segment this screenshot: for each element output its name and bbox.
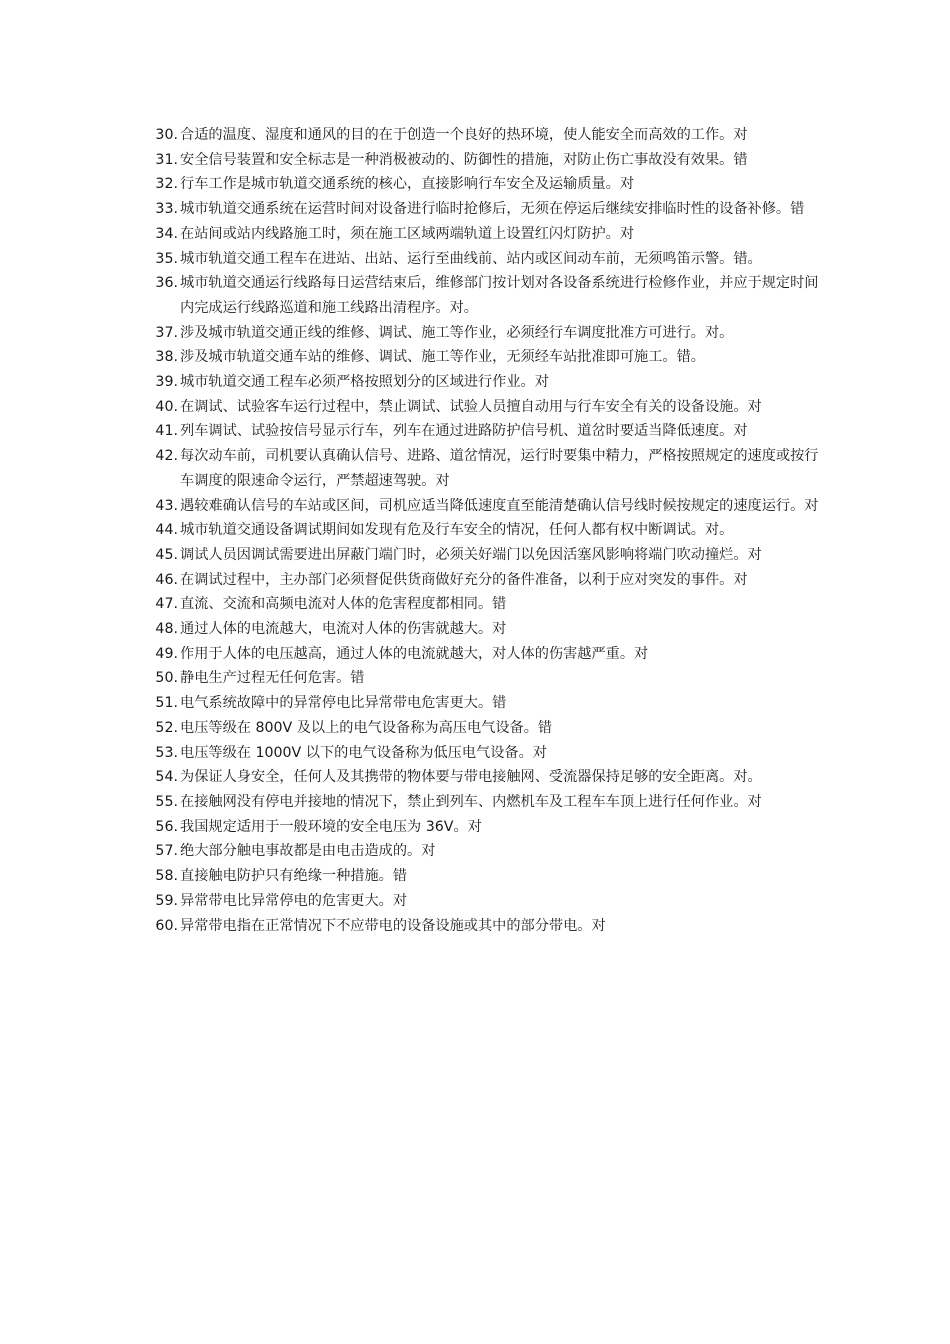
question-text: 城市轨道交通工程车必须严格按照划分的区域进行作业。对 xyxy=(180,374,549,391)
list-item xyxy=(140,617,830,642)
question-text: 电压等级在 800V 及以上的电气设备称为高压电气设备。错 xyxy=(180,719,553,736)
question-text: 城市轨道交通运行线路每日运营结束后，维修部门按计划对各设备系统进行检修作业，并应于规定时间内完成运行线路巡道和施工线路出清程序。对。 xyxy=(180,275,819,316)
question-text: 行车工作是城市轨道交通系统的核心，直接影响行车安全及运输质量。对 xyxy=(180,176,635,193)
list-item xyxy=(140,370,830,395)
question-text: 直接触电防护只有绝缘一种措施。错 xyxy=(180,868,408,885)
question-text: 涉及城市轨道交通正线的维修、调试、施工等作业，必须经行车调度批准方可进行。对。 xyxy=(180,324,734,341)
question-text: 电压等级在 1000V 以下的电气设备称为低压电气设备。对 xyxy=(180,744,547,761)
question-text: 每次动车前，司机要认真确认信号、进路、道岔情况，运行时要集中精力，严格按照规定的速度或按行车调度的限速命令运行，严禁超速驾驶。对 xyxy=(180,448,819,489)
list-item xyxy=(140,518,830,543)
list-item xyxy=(140,790,830,815)
question-text: 为保证人身安全，任何人及其携带的物体要与带电接触网、受流器保持足够的安全距离。对。 xyxy=(180,769,762,786)
question-text: 城市轨道交通设备调试期间如发现有危及行车安全的情况，任何人都有权中断调试。对。 xyxy=(180,522,734,539)
question-number: 51. xyxy=(155,695,178,712)
question-number: 47. xyxy=(155,596,178,613)
question-number: 41. xyxy=(155,423,178,440)
list-item xyxy=(140,494,830,519)
question-number: 43. xyxy=(155,497,178,514)
list-item xyxy=(140,592,830,617)
question-number: 38. xyxy=(155,349,178,366)
list-item xyxy=(140,568,830,593)
question-text: 静电生产过程无任何危害。错 xyxy=(180,670,365,687)
question-number: 30. xyxy=(155,127,178,143)
list-item xyxy=(140,345,830,370)
question-text: 调试人员因调试需要进出屏蔽门端门时，必须关好端门以免因活塞风影响将端门吹动撞烂。对 xyxy=(180,546,762,563)
question-number: 58. xyxy=(155,868,178,885)
list-item xyxy=(140,765,830,790)
list-item xyxy=(140,889,830,914)
question-number: 56. xyxy=(155,818,178,835)
list-item xyxy=(140,666,830,691)
question-text: 在站间或站内线路施工时，须在施工区域两端轨道上设置红闪灯防护。对 xyxy=(180,225,635,242)
question-text: 在接触网没有停电并接地的情况下，禁止到列车、内燃机车及工程车车顶上进行任何作业。对 xyxy=(180,793,762,810)
list-item xyxy=(140,123,830,148)
list-item xyxy=(140,642,830,667)
question-number: 48. xyxy=(155,621,178,638)
question-number: 36. xyxy=(155,275,178,292)
list-item xyxy=(140,815,830,840)
question-text: 作用于人体的电压越高，通过人体的电流就越大，对人体的伤害越严重。对 xyxy=(180,645,649,662)
question-number: 53. xyxy=(155,744,178,761)
question-text: 城市轨道交通系统在运营时间对设备进行临时抢修后，无须在停运后继续安排临时性的设备补修。错 xyxy=(180,201,805,218)
question-number: 31. xyxy=(155,151,178,168)
question-number: 40. xyxy=(155,398,178,415)
list-item xyxy=(140,691,830,716)
question-text: 我国规定适用于一般环境的安全电压为 36V。对 xyxy=(180,818,482,835)
question-text: 列车调试、试验按信号显示行车，列车在通过进路防护信号机、道岔时要适当降低速度。对 xyxy=(180,423,748,440)
list-item xyxy=(140,839,830,864)
question-number: 42. xyxy=(155,448,178,465)
question-text: 异常带电指在正常情况下不应带电的设备设施或其中的部分带电。对 xyxy=(180,917,606,934)
question-text: 涉及城市轨道交通车站的维修、调试、施工等作业，无须经车站批准即可施工。错。 xyxy=(180,349,705,366)
list-item xyxy=(140,741,830,766)
list-item xyxy=(140,444,830,493)
question-number: 50. xyxy=(155,670,178,687)
list-item xyxy=(140,419,830,444)
question-number: 35. xyxy=(155,250,178,267)
question-number: 39. xyxy=(155,374,178,391)
question-text: 异常带电比异常停电的危害更大。对 xyxy=(180,892,408,909)
question-number: 34. xyxy=(155,225,178,242)
question-text: 直流、交流和高频电流对人体的危害程度都相同。错 xyxy=(180,596,507,613)
question-text: 电气系统故障中的异常停电比异常带电危害更大。错 xyxy=(180,695,507,712)
question-number: 32. xyxy=(155,176,178,193)
question-number: 33. xyxy=(155,201,178,218)
question-number: 60. xyxy=(155,917,178,934)
question-number: 46. xyxy=(155,571,178,588)
list-item xyxy=(140,172,830,197)
list-item xyxy=(140,222,830,247)
question-number: 49. xyxy=(155,645,178,662)
list-item xyxy=(140,914,830,939)
question-text: 绝大部分触电事故都是由电击造成的。对 xyxy=(180,843,436,860)
question-text: 遇较难确认信号的车站或区间，司机应适当降低速度直至能清楚确认信号线时候按规定的速度运行。对 xyxy=(180,497,819,514)
list-item xyxy=(140,716,830,741)
question-number: 37. xyxy=(155,324,178,341)
question-text: 合适的温度、湿度和通风的目的在于创造一个良好的热环境，使人能安全而高效的工作。对 xyxy=(180,127,748,143)
list-item xyxy=(140,321,830,346)
question-number: 52. xyxy=(155,719,178,736)
question-text: 安全信号装置和安全标志是一种消极被动的、防御性的措施，对防止伤亡事故没有效果。错 xyxy=(180,151,748,168)
list-item xyxy=(140,543,830,568)
question-list xyxy=(140,123,830,938)
list-item xyxy=(140,271,830,320)
list-item xyxy=(140,148,830,173)
list-item xyxy=(140,197,830,222)
question-text: 在调试过程中，主办部门必须督促供货商做好充分的备件准备，以利于应对突发的事件。对 xyxy=(180,571,748,588)
question-number: 54. xyxy=(155,769,178,786)
list-item xyxy=(140,247,830,272)
question-text: 在调试、试验客车运行过程中，禁止调试、试验人员擅自动用与行车安全有关的设备设施。对 xyxy=(180,398,762,415)
question-number: 59. xyxy=(155,892,178,909)
question-number: 45. xyxy=(155,546,178,563)
question-number: 55. xyxy=(155,793,178,810)
list-item xyxy=(140,864,830,889)
question-number: 44. xyxy=(155,522,178,539)
question-number: 57. xyxy=(155,843,178,860)
list-item xyxy=(140,395,830,420)
question-text: 通过人体的电流越大，电流对人体的伤害就越大。对 xyxy=(180,621,507,638)
question-text: 城市轨道交通工程车在进站、出站、运行至曲线前、站内或区间动车前，无须鸣笛示警。错。 xyxy=(180,250,762,267)
